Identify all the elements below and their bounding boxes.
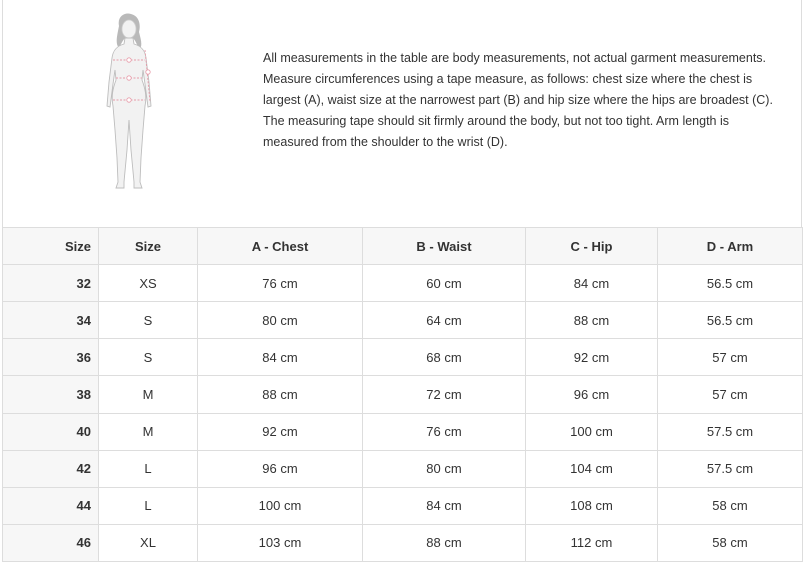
chest-cell: 92 cm bbox=[198, 413, 363, 450]
hip-cell: 92 cm bbox=[526, 339, 658, 376]
table-row bbox=[3, 302, 803, 339]
header-arm: D - Arm bbox=[658, 228, 803, 265]
size-letter-cell: S bbox=[99, 302, 198, 339]
header-size-letter: Size bbox=[99, 228, 198, 265]
size-letter-cell: S bbox=[99, 339, 198, 376]
size-letter-cell: L bbox=[99, 450, 198, 487]
header-waist: B - Waist bbox=[363, 228, 526, 265]
waist-cell: 84 cm bbox=[363, 487, 526, 524]
arm-cell: 58 cm bbox=[658, 487, 803, 524]
chest-cell: 76 cm bbox=[198, 265, 363, 302]
size-number-cell: 46 bbox=[3, 524, 99, 561]
chest-cell: 103 cm bbox=[198, 524, 363, 561]
chest-cell: 100 cm bbox=[198, 487, 363, 524]
arm-cell: 56.5 cm bbox=[658, 302, 803, 339]
measurement-instructions: All measurements in the table are body measurements, not actual garment measurements. Measure circumferences using a tape measure, as follows: chest size where the chest is largest (A), waist size at the narrowest part (B) and hip size where the hips are broadest (C). The measuring tape should sit firmly around the body, but not too tight. Arm length is measured from the shoulder to the wrist (D). bbox=[263, 51, 773, 149]
arm-cell: 58 cm bbox=[658, 524, 803, 561]
table-row bbox=[3, 487, 803, 524]
arm-cell: 57.5 cm bbox=[658, 413, 803, 450]
size-letter-cell: XL bbox=[99, 524, 198, 561]
arm-cell: 56.5 cm bbox=[658, 265, 803, 302]
table-row bbox=[3, 265, 803, 302]
size-letter-cell: M bbox=[99, 413, 198, 450]
hip-cell: 84 cm bbox=[526, 265, 658, 302]
size-letter-cell: XS bbox=[99, 265, 198, 302]
header-size-number: Size bbox=[3, 228, 99, 265]
size-letter-cell: M bbox=[99, 376, 198, 413]
hip-cell: 88 cm bbox=[526, 302, 658, 339]
chest-cell: 80 cm bbox=[198, 302, 363, 339]
waist-cell: 64 cm bbox=[363, 302, 526, 339]
chest-cell: 84 cm bbox=[198, 339, 363, 376]
hip-cell: 100 cm bbox=[526, 413, 658, 450]
waist-cell: 80 cm bbox=[363, 450, 526, 487]
size-number-cell: 32 bbox=[3, 265, 99, 302]
table-header-row bbox=[3, 228, 803, 265]
size-number-cell: 40 bbox=[3, 413, 99, 450]
waist-cell: 60 cm bbox=[363, 265, 526, 302]
arm-cell: 57.5 cm bbox=[658, 450, 803, 487]
size-letter-cell: L bbox=[99, 487, 198, 524]
waist-cell: 76 cm bbox=[363, 413, 526, 450]
size-guide-header bbox=[2, 0, 802, 227]
size-number-cell: 38 bbox=[3, 376, 99, 413]
table-row bbox=[3, 376, 803, 413]
chest-cell: 96 cm bbox=[198, 450, 363, 487]
header-chest: A - Chest bbox=[198, 228, 363, 265]
arm-cell: 57 cm bbox=[658, 339, 803, 376]
waist-cell: 72 cm bbox=[363, 376, 526, 413]
hip-cell: 104 cm bbox=[526, 450, 658, 487]
waist-cell: 68 cm bbox=[363, 339, 526, 376]
table-row bbox=[3, 450, 803, 487]
arm-cell: 57 cm bbox=[658, 376, 803, 413]
hip-cell: 112 cm bbox=[526, 524, 658, 561]
header-hip: C - Hip bbox=[526, 228, 658, 265]
chest-cell: 88 cm bbox=[198, 376, 363, 413]
size-number-cell: 34 bbox=[3, 302, 99, 339]
size-number-cell: 36 bbox=[3, 339, 99, 376]
hip-cell: 108 cm bbox=[526, 487, 658, 524]
size-number-cell: 42 bbox=[3, 450, 99, 487]
table-row bbox=[3, 339, 803, 376]
waist-cell: 88 cm bbox=[363, 524, 526, 561]
hip-cell: 96 cm bbox=[526, 376, 658, 413]
size-number-cell: 44 bbox=[3, 487, 99, 524]
table-row bbox=[3, 524, 803, 561]
body-measurement-figure-icon bbox=[93, 10, 163, 195]
table-row bbox=[3, 413, 803, 450]
size-chart-table bbox=[2, 227, 803, 562]
